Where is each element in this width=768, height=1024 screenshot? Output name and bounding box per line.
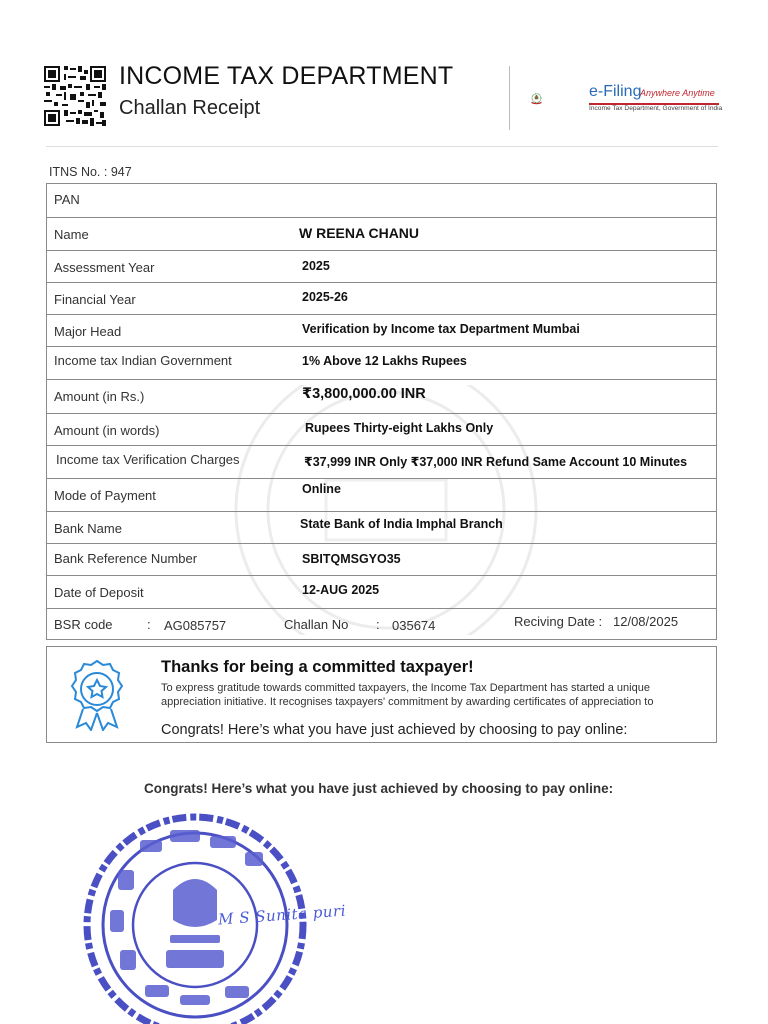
row-label: Amount (in words) — [54, 423, 160, 438]
table-row — [47, 218, 716, 251]
award-badge-icon — [65, 657, 129, 731]
bsr-label: BSR code — [54, 617, 113, 632]
page-subtitle: Challan Receipt — [119, 97, 261, 119]
table-row — [47, 414, 716, 446]
table-row — [47, 283, 716, 315]
row-label: Income tax Indian Government — [54, 353, 232, 368]
efiling-tagline: Anywhere Anytime — [640, 88, 715, 98]
row-label: Bank Name — [54, 521, 122, 536]
row-value: 2025-26 — [302, 290, 348, 304]
row-value: 1% Above 12 Lakhs Rupees — [302, 354, 467, 368]
challan-table — [46, 183, 717, 640]
row-value: Verification by Income tax Department Mumbai — [302, 322, 580, 336]
bsr-value: AG085757 — [164, 618, 227, 633]
signature: M S Sunita puri — [217, 901, 347, 929]
row-value: 12-AUG 2025 — [302, 583, 380, 597]
page-title: INCOME TAX DEPARTMENT — [119, 62, 454, 90]
row-label: Date of Deposit — [54, 585, 144, 600]
row-value: State Bank of India Imphal Branch — [300, 517, 503, 531]
row-label: Income tax Verification Charges — [56, 452, 240, 467]
row-value: 2025 — [302, 259, 330, 273]
row-label: Mode of Payment — [54, 488, 156, 503]
table-row — [47, 315, 716, 347]
row-label: Financial Year — [54, 292, 136, 307]
table-row — [47, 512, 716, 544]
challan-label: Challan No — [284, 617, 349, 632]
thanks-description: To express gratitude towards committed taxpayers, the Income Tax Department has started a unique appreciation initiative. It recognises taxpayers' commitment by awarding certificates of appreciation to — [161, 682, 654, 708]
row-value: Rupees Thirty-eight Lakhs Only — [305, 421, 494, 435]
bsr-separator: : — [147, 617, 151, 632]
thanks-box — [46, 646, 717, 743]
itns-number: ITNS No. : 947 — [49, 165, 132, 179]
row-label: Assessment Year — [54, 260, 155, 275]
row-value: SBITQMSGYO35 — [302, 552, 401, 566]
table-row — [47, 184, 716, 218]
row-label: Major Head — [54, 324, 122, 339]
receiving-date-label: Reciving Date : — [514, 614, 603, 629]
challan-separator: : — [376, 617, 380, 632]
table-row — [47, 347, 716, 380]
table-row — [47, 544, 716, 576]
congrats-repeat: Congrats! Here’s what you have just achieved by choosing to pay online: — [144, 781, 614, 796]
table-row — [47, 479, 716, 512]
row-value: W REENA CHANU — [299, 225, 420, 241]
row-label: Amount (in Rs.) — [54, 389, 145, 404]
table-row — [47, 576, 716, 609]
table-row — [47, 446, 716, 479]
efiling-brand: e-Filing — [589, 83, 642, 100]
row-value: Online — [302, 482, 341, 496]
table-row — [47, 380, 716, 414]
table-row — [47, 251, 716, 283]
efiling-dept: Income Tax Department, Government of India — [589, 105, 723, 112]
emblem-logo-icon — [530, 78, 586, 120]
thanks-congrats: Congrats! Here’s what you have just achieved by choosing to pay online: — [161, 722, 628, 738]
qr-code — [44, 66, 106, 126]
header-rule — [46, 146, 718, 147]
row-label: Bank Reference Number — [54, 551, 198, 566]
challan-value: 035674 — [392, 618, 436, 633]
row-value: ₹37,999 INR Only ₹37,000 INR Refund Same Account 10 Minutes — [304, 455, 688, 469]
row-label: Name — [54, 227, 89, 242]
header-divider — [509, 66, 510, 130]
thanks-title: Thanks for being a committed taxpayer! — [161, 658, 474, 676]
row-label: PAN — [54, 192, 80, 207]
table-row-bsr — [47, 609, 716, 639]
receiving-date-value: 12/08/2025 — [613, 614, 679, 629]
row-value: ₹3,800,000.00 INR — [302, 386, 426, 402]
